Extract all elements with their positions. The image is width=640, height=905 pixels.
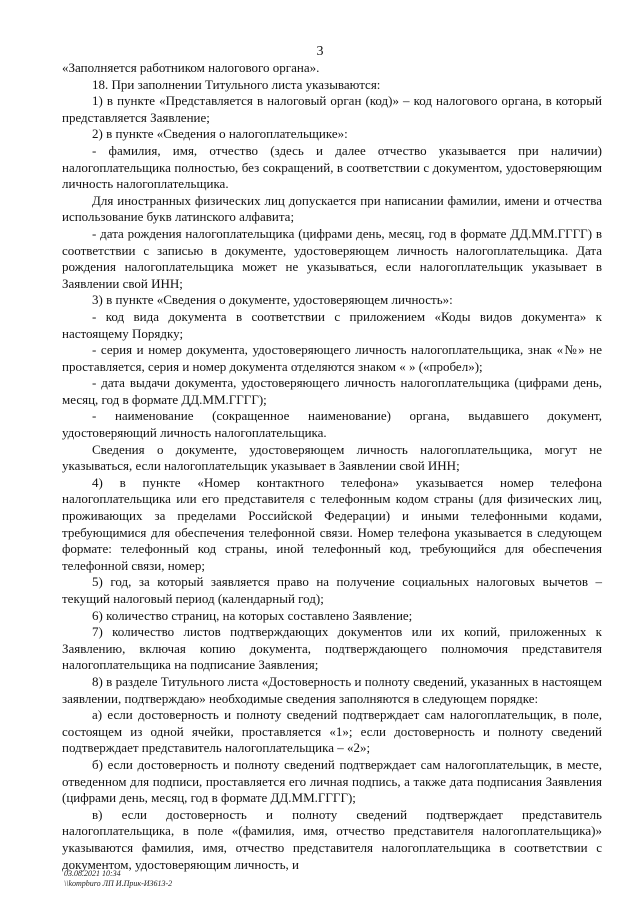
paragraph: 1) в пункте «Представляется в налоговый орган (код)» – код налогового органа, в который представляется Заявление; [62,93,602,125]
paragraph: 5) год, за который заявляется право на получение социальных налоговых вычетов – текущий налоговый период (календарный год); [62,574,602,606]
paragraph: 7) количество листов подтверждающих документов или их копий, приложенных к Заявлению, включая копию документа, подтверждающего полномочия представителя налогоплательщика на подписание Заявления; [62,624,602,673]
paragraph: 4) в пункте «Номер контактного телефона» указывается номер телефона налогоплательщика или его представителя с телефонным кодом страны (для физических лиц, проживающих за пределами Российской Федерации) и иными телефонными кодами, требующимися для обеспечения телефонной связи. Номер телефона указывается в следующем формате: телефонный код страны, иной телефонный код, требующийся для обеспечения телефонной связи, номер; [62,474,602,573]
paragraph: Сведения о документе, удостоверяющем личность налогоплательщика, могут не указываться, если налогоплательщик указывает в Заявлении свой ИНН; [62,441,602,474]
paragraph: 18. При заполнении Титульного листа указываются: [92,76,381,92]
paragraph: 2) в пункте «Сведения о налогоплательщике»: [92,126,348,142]
paragraph: - наименование (сокращенное наименование) органа, выдавшего документ, удостоверяющий личность налогоплательщика. [62,408,602,441]
paragraph: - серия и номер документа, удостоверяющего личность налогоплательщика, знак «№» не проставляется, серия и номер документа отделяются знаком « » («пробел»); [62,342,602,374]
footer-timestamp: 03.08.2021 10:34 [64,869,121,878]
page-number: 3 [316,44,324,59]
footer-file-path: \\kompburo ЛП И.Прик-ИЗ613-2 [64,879,173,888]
paragraph: - дата рождения налогоплательщика (цифрами день, месяц, год в формате ДД.ММ.ГГГГ) в соответствии с записью в документе, удостоверяющем личность налогоплательщика. Дата рождения налогоплательщика может не указываться, если налогоплательщик указывает в Заявлении свой ИНН; [62,225,602,291]
paragraph: 8) в разделе Титульного листа «Достоверность и полноту сведений, указанных в настоящем заявлении, подтверждаю» необходимые сведения заполняются в следующем порядке: [62,673,602,706]
paragraph: - фамилия, имя, отчество (здесь и далее отчество указывается при наличии) налогоплательщика полностью, без сокращений, в соответствии с документом, удостоверяющим личность налогоплательщика. [62,142,602,192]
paragraph: в) если достоверность и полноту сведений подтверждает представитель налогоплательщика, в поле «(фамилия, имя, отчество представителя налогоплательщика)» указываются фамилия, имя, отчество представителя налогоплательщика в соответствии с документом, удостоверяющим личность, и [62,806,602,872]
paragraph: 3) в пункте «Сведения о документе, удостоверяющем личность»: [92,292,453,308]
document-footer [64,869,172,889]
document-body [62,60,602,873]
paragraph: б) если достоверность и полноту сведений подтверждает сам налогоплательщик, в месте, отведенном для подписи, проставляется его личная подпись, а также дата подписания Заявления (цифрами день, месяц, год в формате ДД.ММ.ГГГГ); [62,756,602,806]
paragraph: - код вида документа в соответствии с приложением «Коды видов документа» к настоящему Порядку; [62,308,602,341]
paragraph: - дата выдачи документа, удостоверяющего личность налогоплательщика (цифрами день, месяц, год в формате ДД.ММ.ГГГГ); [62,375,602,407]
paragraph: «Заполняется работником налогового органа». [62,60,320,75]
paragraph: Для иностранных физических лиц допускается при написании фамилии, имени и отчества использование букв латинского алфавита; [62,192,602,225]
paragraph: 6) количество страниц, на которых составлено Заявление; [92,607,413,623]
paragraph: а) если достоверность и полноту сведений подтверждает сам налогоплательщик, в поле, состоящем из одной ячейки, проставляется «1»; если достоверность и полноту сведений подтверждает представитель налогоплательщика – «2»; [62,707,602,756]
